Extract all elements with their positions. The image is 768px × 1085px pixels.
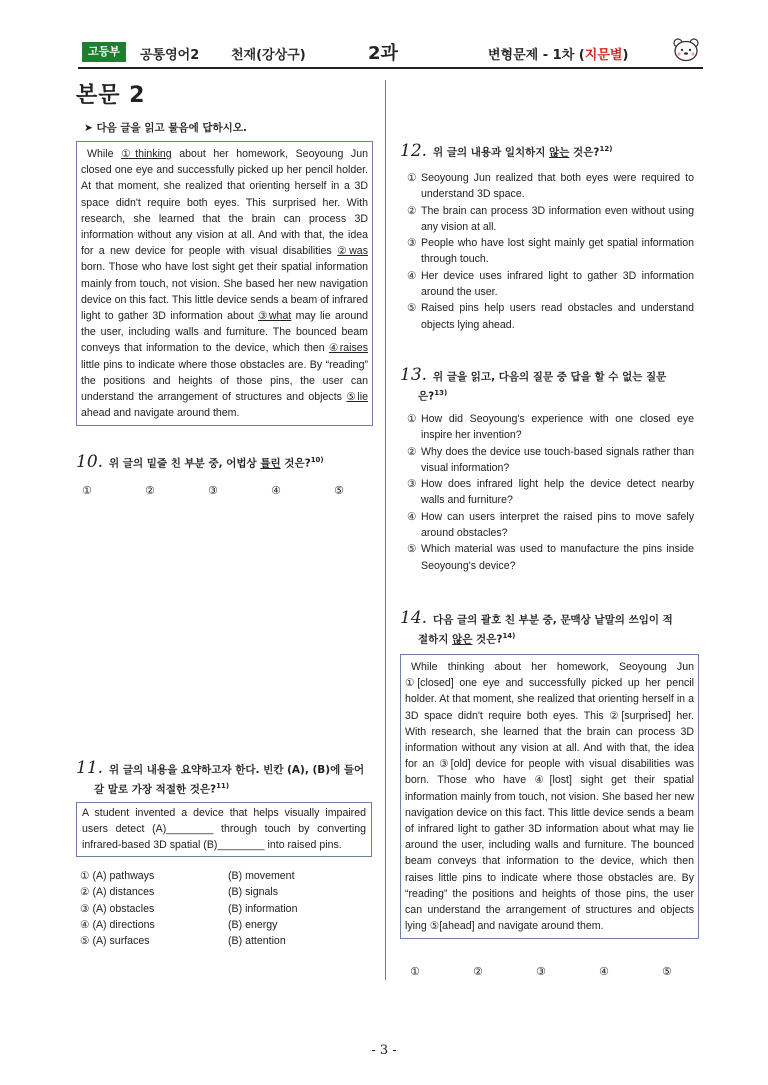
page-title: 본문 2 [76,83,146,108]
page-header [78,36,703,70]
underline-4: ④raises [328,342,368,355]
passage-box [76,141,373,426]
q10-choices [82,484,397,497]
underline-3: ③what [257,310,292,323]
choice-2[interactable]: ② [145,484,155,497]
option-row[interactable]: ② (A) distances (B) signals [80,886,279,899]
choice-2[interactable]: ② [473,965,483,978]
option-2[interactable]: ② Why does the device use touch-based signals rather than visual information? [407,445,694,474]
column-divider [385,80,386,980]
choice-4[interactable]: ④ [599,965,609,978]
choice-1[interactable]: ① [82,484,92,497]
option-row[interactable]: ④ (A) directions (B) energy [80,918,278,931]
choice-1[interactable]: ① [410,965,420,978]
option-5[interactable]: ⑤ Raised pins help users read obstacles and understand objects lying ahead. [407,302,694,331]
choice-5[interactable]: ⑤ [334,484,344,497]
choice-3[interactable]: ③ [536,965,546,978]
choice-3[interactable]: ③ [208,484,218,497]
option-3[interactable]: ③ People who have lost sight mainly get spatial information through touch. [407,237,694,266]
option-row[interactable]: ③ (A) obstacles (B) information [80,902,298,915]
option-row[interactable]: ⑤ (A) surfaces (B) attention [80,935,286,948]
option-4[interactable]: ④ How can users interpret the raised pins to move safely around obstacles? [407,510,694,540]
question-14: 14. 다음 글의 괄호 친 부분 중, 문맥상 낱말의 쓰임이 적 절하지 않은 것은?$^{14)}$ [400,608,673,646]
level-badge: 고등부 [82,42,126,62]
question-number: 13. [400,365,428,385]
option-5[interactable]: ⑤ Which material was used to manufacture the pins inside Seoyoung's device? [407,543,694,572]
q14-passage-text: While thinking about her homework, Seoyoung Jun ①[closed] one eye and successfully picked up her pencil holder. At that moment, she realized that orienting herself in a 3D space didn't require both eyes. This ②[surprised] her. With research, she learned that the brain can process 3D information without any vision at all. And with that, the idea for an ③[old] device for people with visual disabilities was born. Those who have ④[lost] sight get their spatial information mainly from touch, not vision. She based her new navigation device on this fact. This little device sends a beam of infrared light to gather 3D information about what may lie around the user, including walls and furniture. The bounced beam conveys that information to the device, which then raises little pins to indicate where those obstacles are. By “reading” the positions and heights of those pins, the user can understand the arrangement of structures and objects lying ⑤[ahead] and navigate around them. [405,661,694,933]
lesson-label: 2과 [368,43,398,64]
choice-5[interactable]: ⑤ [662,965,672,978]
underline-1: ①thinking [121,148,172,160]
instruction-text: ➤ 다음 글을 읽고 물음에 답하시오. [84,122,247,134]
header-rule [78,67,703,69]
choice-4[interactable]: ④ [271,484,281,497]
question-number: 14. [400,608,428,628]
q11-options [80,868,297,949]
subject-label: 공통영어2 [140,48,200,63]
option-4[interactable]: ④ Her device uses infrared light to gather 3D information around the user. [407,269,694,299]
q12-options [407,170,694,333]
q14-choices [410,965,725,978]
q13-options [407,411,694,574]
question-number: 11. [76,758,104,778]
q14-passage-box [400,654,699,939]
question-10: 10. 위 글의 밑줄 친 부분 중, 어법상 틀린 것은?$^{10)}$ [76,451,324,472]
option-2[interactable]: ② The brain can process 3D information even without using any vision at all. [407,204,694,233]
option-1[interactable]: ① Seoyoung Jun realized that both eyes were required to understand 3D space. [407,172,694,201]
exam-type-label: 변형문제 - 1차 (지문별) [488,48,629,63]
publisher-label: 천재(강상구) [231,48,306,63]
option-row[interactable]: ① (A) pathways (B) movement [80,870,295,882]
option-3[interactable]: ③ How does infrared light help the device detect nearby walls and furniture? [407,478,694,507]
underline-5: ⑤lie [346,391,368,404]
question-13: 13. 위 글을 읽고, 다음의 질문 중 답을 할 수 없는 질문 은?$^{13)}$ [400,365,667,403]
question-number: 12. [400,140,428,161]
question-12: 12. 위 글의 내용과 일치하지 않는 것은?$^{12)}$ [400,140,613,161]
bear-mascot-icon [671,36,701,64]
passage-text: While ①thinking about her homework, Seoyoung Jun closed one eye and successfully picked up her pencil holder. At that moment, she realized that orienting herself in a 3D space didn't require both eyes. This surprised her. With research, she learned that the brain can process 3D information without any vision at all. And with that, the idea for a new device for people with visual disabilities ②was born. Those who have lost sight get their spatial information mainly from touch, not vision. She based her new navigation device on this fact. This little device sends a beam of infrared light to gather 3D information about ③what may lie around the user, including walls and furniture. The bounced beam conveys that information to the device, which then ④raises little pins to indicate where those obstacles are. By “reading” the positions and heights of those pins, the user can understand the arrangement of structures and objects ⑤lie ahead and navigate around them. [81,148,369,420]
question-number: 10. [76,451,104,472]
option-1[interactable]: ① How did Seoyoung's experience with one closed eye inspire her invention? [407,413,694,442]
page-number: - 3 - [371,1043,397,1058]
summary-box: A student invented a device that helps visually impaired users detect (A)________ through touch by converting infrared-based 3D spatial (B)________ into raised pins. [76,802,372,857]
underline-2: ②was [337,245,368,258]
question-11: 11. 위 글의 내용을 요약하고자 한다. 빈칸 (A), (B)에 들어 갈 말로 가장 적절한 것은?$^{11)}$ [76,758,365,796]
